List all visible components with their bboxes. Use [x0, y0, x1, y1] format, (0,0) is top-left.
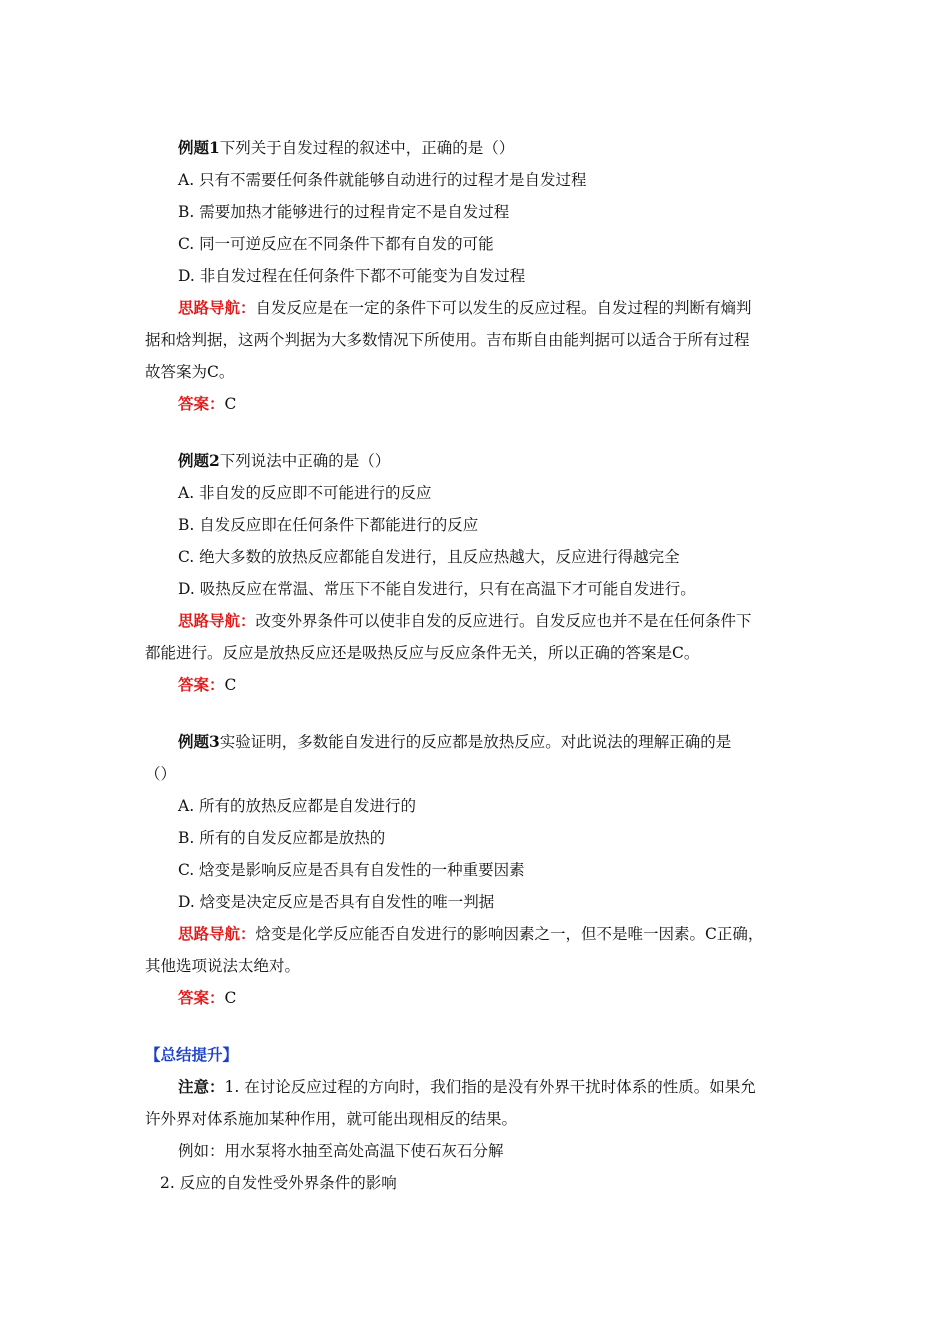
example3-option-a: A. 所有的放热反应都是自发进行的	[178, 797, 417, 815]
example1-answer	[178, 394, 236, 414]
summary-heading: 【总结提升】	[145, 1045, 239, 1064]
example1-hint-label: 思路导航：	[178, 298, 256, 317]
example1-option-b: B. 需要加热才能够进行的过程肯定不是自发过程	[178, 203, 510, 221]
summary-note-line-1: 1. 在讨论反应过程的方向时，我们指的是没有外界干扰时体系的性质。如果允	[224, 1078, 756, 1096]
example3-answer	[178, 988, 236, 1008]
example1-option-c: C. 同一可逆反应在不同条件下都有自发的可能	[178, 235, 494, 253]
example3-answer-label: 答案：	[178, 988, 225, 1007]
example1-question-text: 下列关于自发过程的叙述中，正确的是（）	[219, 139, 515, 157]
summary-note-label: 注意：	[178, 1077, 225, 1096]
example3-option-b: B. 所有的自发反应都是放热的	[178, 829, 386, 847]
example3-question-line-2: （）	[145, 765, 177, 783]
example2-question-text: 下列说法中正确的是（）	[219, 452, 391, 470]
example2-option-d: D. 吸热反应在常温、常压下不能自发进行，只有在高温下才可能自发进行。	[178, 580, 696, 598]
example2-hint-label: 思路导航：	[178, 611, 256, 630]
example2-question	[178, 451, 390, 471]
example3-question-line-1: 实验证明，多数能自发进行的反应都是放热反应。对此说法的理解正确的是	[219, 733, 732, 751]
example2-option-b: B. 自发反应即在任何条件下都能进行的反应	[178, 516, 479, 534]
example1-hint-line-2: 据和焓判据，这两个判据为大多数情况下所使用。吉布斯自由能判据可以适合于所有过程	[145, 331, 750, 349]
example1-label: 例题1	[178, 138, 220, 157]
example3-answer-value: C	[224, 989, 237, 1007]
summary-note	[178, 1077, 756, 1097]
example3-label: 例题3	[178, 732, 220, 751]
example2-label: 例题2	[178, 451, 220, 470]
example1-option-a: A. 只有不需要任何条件就能够自动进行的过程才是自发过程	[178, 171, 587, 189]
example2-option-a: A. 非自发的反应即不可能进行的反应	[178, 484, 432, 502]
example3-hint	[178, 924, 763, 944]
example2-answer	[178, 675, 236, 695]
example3-hint-label: 思路导航：	[178, 924, 256, 943]
example1-answer-value: C	[224, 395, 237, 413]
example2-hint	[178, 611, 752, 631]
example2-hint-line-1: 改变外界条件可以使非自发的反应进行。自发反应也并不是在任何条件下	[255, 612, 752, 630]
example2-answer-label: 答案：	[178, 675, 225, 694]
example2-option-c: C. 绝大多数的放热反应都能自发进行，且反应热越大，反应进行得越完全	[178, 548, 680, 566]
example1-option-d: D. 非自发过程在任何条件下都不可能变为自发过程	[178, 267, 526, 285]
example1-question	[178, 138, 514, 158]
example3-hint-line-2: 其他选项说法太绝对。	[145, 957, 301, 975]
example1-hint	[178, 298, 752, 318]
example3-question	[178, 732, 731, 752]
example1-hint-line-1: 自发反应是在一定的条件下可以发生的反应过程。自发过程的判断有熵判	[255, 299, 752, 317]
summary-example: 例如：用水泵将水抽至高处高温下使石灰石分解	[178, 1142, 504, 1160]
summary-point-2: 2. 反应的自发性受外界条件的影响	[160, 1174, 397, 1192]
example2-hint-line-2: 都能进行。反应是放热反应还是吸热反应与反应条件无关，所以正确的答案是C。	[145, 644, 700, 662]
example2-answer-value: C	[224, 676, 237, 694]
example3-option-c: C. 焓变是影响反应是否具有自发性的一种重要因素	[178, 861, 525, 879]
example3-hint-line-1: 焓变是化学反应能否自发进行的影响因素之一，但不是唯一因素。C正确，	[255, 925, 764, 943]
example1-answer-label: 答案：	[178, 394, 225, 413]
summary-note-line-2: 许外界对体系施加某种作用，就可能出现相反的结果。	[145, 1110, 518, 1128]
example3-option-d: D. 焓变是决定反应是否具有自发性的唯一判据	[178, 893, 495, 911]
example1-hint-line-3: 故答案为C。	[145, 363, 235, 381]
